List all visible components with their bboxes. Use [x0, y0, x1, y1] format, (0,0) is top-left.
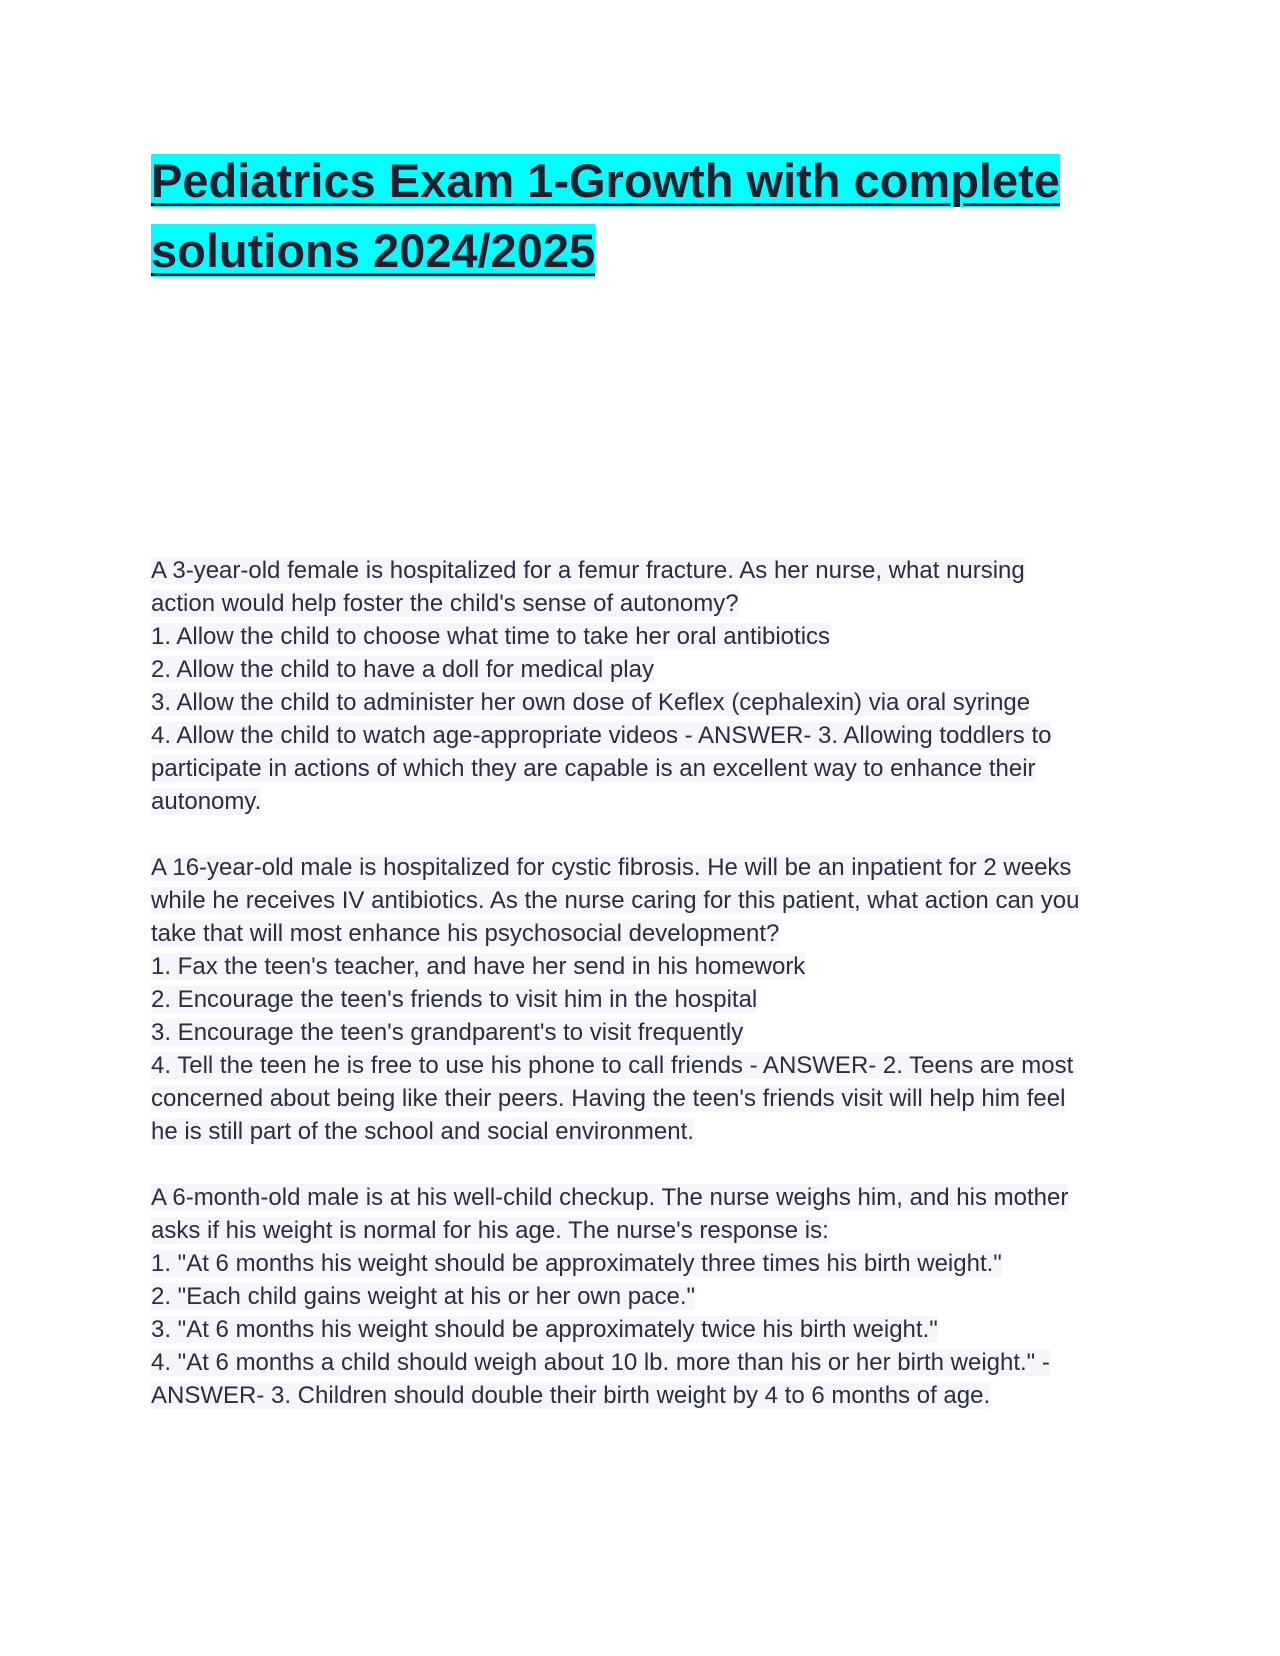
text-line: A 6-month-old male is at his well-child checkup. The nurse weighs him, and his mother: [151, 1184, 1069, 1211]
answer-option: 4. "At 6 months a child should weigh about 10 lb. more than his or her birth weight." -: [151, 1349, 1050, 1376]
document-title: [151, 146, 1111, 286]
question-block: [151, 554, 1141, 818]
answer-option: 1. Fax the teen's teacher, and have her send in his homework: [151, 953, 806, 980]
answer-option: 1. Allow the child to choose what time to take her oral antibiotics: [151, 623, 831, 650]
text-line: action would help foster the child's sense of autonomy?: [151, 590, 739, 617]
question-block: [151, 1181, 1141, 1412]
text-line: while he receives IV antibiotics. As the nurse caring for this patient, what action can you: [151, 887, 1080, 914]
answer-option: 2. Encourage the teen's friends to visit him in the hospital: [151, 986, 758, 1013]
title-line: [151, 216, 1111, 286]
answer-option: 3. Allow the child to administer her own dose of Keflex (cephalexin) via oral syringe: [151, 689, 1031, 716]
question-block: [151, 851, 1141, 1148]
text-line: take that will most enhance his psychosocial development?: [151, 920, 780, 947]
text-line: asks if his weight is normal for his age. The nurse's response is:: [151, 1217, 829, 1244]
answer-option: 2. "Each child gains weight at his or her own pace.": [151, 1283, 696, 1310]
answer-explanation: participate in actions of which they are capable is an excellent way to enhance their: [151, 755, 1036, 782]
text-line: A 16-year-old male is hospitalized for cystic fibrosis. He will be an inpatient for 2 weeks: [151, 854, 1072, 881]
title-line-text: solutions 2024/2025: [151, 224, 596, 277]
answer-explanation: ANSWER- 3. Children should double their birth weight by 4 to 6 months of age.: [151, 1382, 991, 1409]
answer-explanation: autonomy.: [151, 788, 262, 815]
answer-explanation: concerned about being like their peers. Having the teen's friends visit will help him feel: [151, 1085, 1066, 1112]
text-line: A 3-year-old female is hospitalized for a femur fracture. As her nurse, what nursing: [151, 557, 1025, 584]
answer-option: 2. Allow the child to have a doll for medical play: [151, 656, 654, 683]
title-line: [151, 146, 1111, 216]
title-line-text: Pediatrics Exam 1-Growth with complete: [151, 154, 1060, 207]
document-body: [151, 554, 1141, 1445]
answer-explanation: he is still part of the school and social environment.: [151, 1118, 694, 1145]
answer-option: 4. Allow the child to watch age-appropriate videos - ANSWER- 3. Allowing toddlers to: [151, 722, 1052, 749]
answer-option: 1. "At 6 months his weight should be approximately three times his birth weight.": [151, 1250, 1002, 1277]
answer-option: 4. Tell the teen he is free to use his phone to call friends - ANSWER- 2. Teens are most: [151, 1052, 1074, 1079]
answer-option: 3. "At 6 months his weight should be approximately twice his birth weight.": [151, 1316, 938, 1343]
answer-option: 3. Encourage the teen's grandparent's to visit frequently: [151, 1019, 744, 1046]
